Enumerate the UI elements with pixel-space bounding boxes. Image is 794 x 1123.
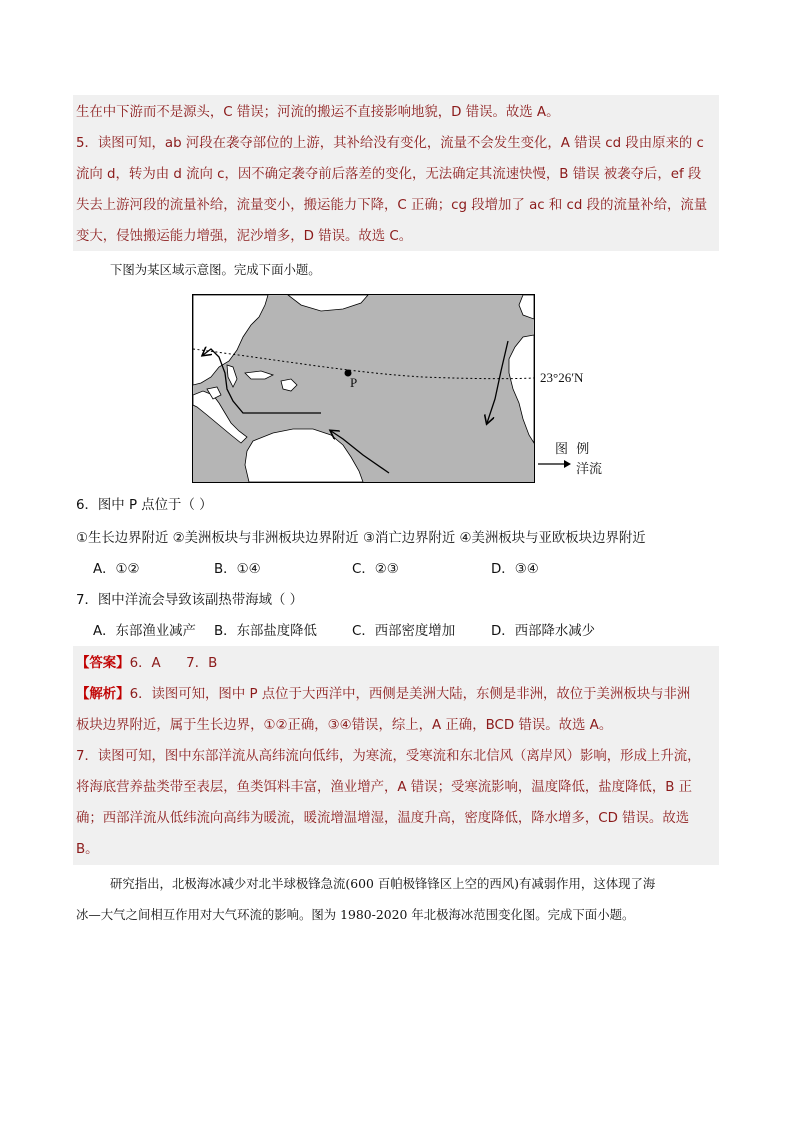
q7-option-c: C．西部密度增加: [352, 624, 456, 639]
analysis-line: 板块边界附近，属于生长边界，①②正确，③④错误，综上，A 正确，BCD 错误。故选 A。: [76, 718, 613, 733]
q7-option-d: D．西部降水减少: [491, 624, 596, 639]
analysis-line: 生在中下游而不是源头，C 错误；河流的搬运不直接影响地貌，D 错误。故选 A。: [76, 105, 560, 120]
central-america: [193, 391, 247, 443]
analysis-line: 失去上游河段的流量补给，流量变小，搬运能力下降，C 正确；cg 段增加了 ac 和 cd 段的流量补给，流量: [76, 198, 708, 213]
q6-option-c: C．②③: [352, 562, 399, 577]
legend-label: 洋流: [576, 462, 603, 477]
cuba: [245, 371, 273, 379]
land-masses: [193, 295, 534, 482]
analysis-line: 5．读图可知，ab 河段在袭夺部位的上游，其补给没有变化，流量不会发生变化，A 错误 cd 段由原来的 c: [76, 136, 704, 151]
region-map: [192, 294, 535, 483]
analysis-line: [76, 686, 690, 704]
analysis-line: 流向 d，转为由 d 流向 c，因不确定袭夺前后落差的变化，无法确定其流速快慢，B 错误 被袭夺后，ef 段: [76, 167, 702, 182]
hispaniola: [281, 379, 297, 391]
q7-option-b: B．东部盐度降低: [214, 624, 317, 639]
africa: [509, 335, 534, 443]
analysis-line: 变大，侵蚀搬运能力增强，泥沙增多，D 错误。故选 C。: [76, 229, 413, 244]
florida: [227, 365, 237, 387]
paragraph-line: 冰—大气之间相互作用对大气环流的影响。图为 1980-2020 年北极海冰范围变化图。完成下面小题。: [76, 907, 635, 922]
analysis-line: 将海底营养盐类带至表层，鱼类饵料丰富，渔业增产，A 错误；受寒流影响，温度降低，盐度降低，B 正: [76, 780, 693, 795]
paragraph-line: 研究指出，北极海冰减少对北半球极锋急流(600 百帕极锋锋区上空的西风)有减弱作用，这体现了海: [110, 876, 656, 891]
analysis-text: 6．读图可知，图中 P 点位于大西洋中，西侧是美洲大陆，东侧是非洲，故位于美洲板块与非洲: [129, 687, 691, 702]
iberia: [519, 295, 534, 319]
canary-current: [487, 341, 508, 423]
q7-option-a: A．东部渔业减产: [93, 624, 196, 639]
q7-stem: 7．图中洋流会导致该副热带海域（ ）: [76, 593, 304, 608]
answer-line: [76, 655, 217, 673]
latitude-label: 23°26′N: [540, 370, 584, 385]
legend-arrow-icon: [537, 458, 573, 470]
q6-option-b: B．①④: [214, 562, 261, 577]
tropic-line: [193, 349, 534, 379]
q6-option-d: D．③④: [491, 562, 539, 577]
analysis-line: B。: [76, 842, 99, 857]
map-drawing: [193, 295, 534, 482]
question-intro: 下图为某区域示意图。完成下面小题。: [110, 262, 321, 277]
south-america: [245, 429, 363, 482]
legend-title: 图 例: [555, 442, 590, 457]
analysis-line: 确；西部洋流从低纬流向高纬为暖流，暖流增温增湿，温度升高，密度降低，降水增多，CD 错误。故选: [76, 811, 690, 826]
north-land: [288, 295, 368, 311]
answer-tag: 【答案】: [76, 656, 130, 671]
analysis-tag: 【解析】: [76, 687, 130, 702]
q6-option-a: A．①②: [93, 562, 140, 577]
q6-choices: ①生长边界附近 ②美洲板块与非洲板块边界附近 ③消亡边界附近 ④美洲板块与亚欧板块边界附近: [76, 531, 646, 546]
point-p-label: P: [350, 375, 358, 390]
analysis-line: 7．读图可知，图中东部洋流从高纬流向低纬，为寒流，受寒流和东北信风（离岸风）影响，形成上升流，: [76, 749, 701, 764]
answer-text: 6．A 7．B: [129, 656, 218, 671]
q6-stem: 6．图中 P 点位于（ ）: [76, 498, 213, 513]
